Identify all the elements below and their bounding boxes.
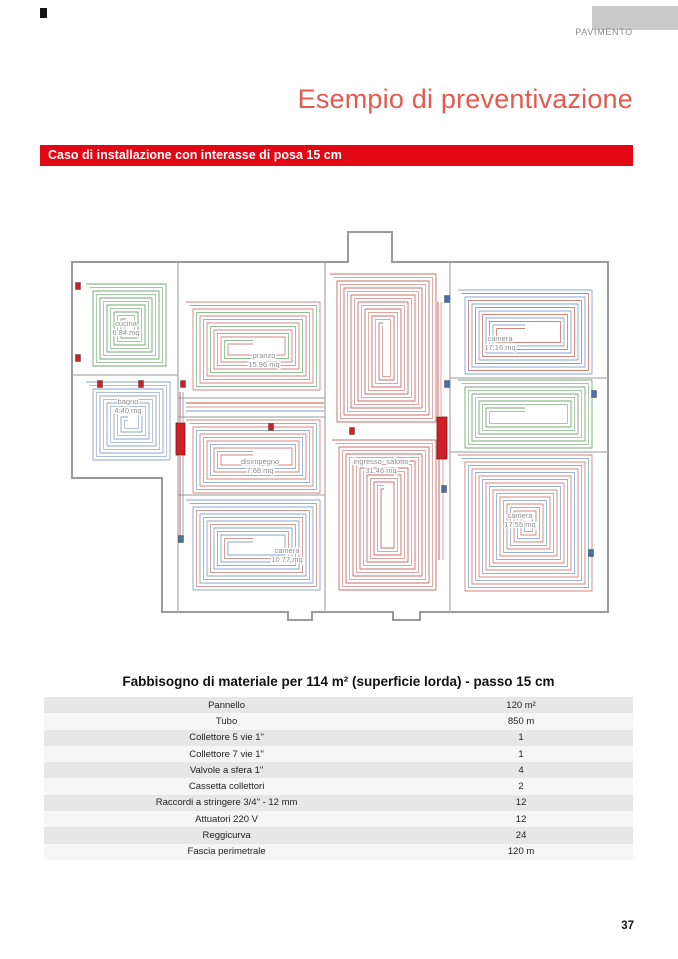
valve-icon [179, 536, 184, 543]
print-registration-mark [40, 8, 47, 18]
valve-icon [442, 486, 447, 493]
material-label: Collettore 7 vie 1" [189, 748, 264, 760]
manifold-collector [176, 423, 185, 455]
material-label: Cassetta collettori [188, 781, 265, 793]
material-value: 2 [518, 781, 524, 793]
valve-icon [592, 391, 597, 398]
material-value: 24 [515, 830, 527, 842]
valve-icon [98, 381, 103, 388]
valve-icon [445, 296, 450, 303]
room-label: camera 10.77 mq [271, 546, 303, 564]
manifold-collector [437, 417, 447, 459]
room-label: disimpegno 7.68 mq [240, 457, 280, 475]
material-value: 120 m² [506, 699, 536, 711]
section-label: PAVIMENTO [575, 27, 633, 37]
material-value: 1 [518, 748, 524, 760]
table-row [44, 778, 633, 794]
valve-icon [139, 381, 144, 388]
material-value: 12 [515, 797, 527, 809]
material-value: 1 [518, 732, 524, 744]
room-label: camera 17.16 mq [484, 334, 516, 352]
table-row [44, 811, 633, 827]
case-banner-text: Caso di installazione con interasse di posa 15 cm [48, 148, 342, 162]
valve-icon [76, 283, 81, 290]
material-label: Raccordi a stringere 3/4" - 12 mm [155, 797, 298, 809]
table-row [44, 730, 633, 746]
table-row [44, 844, 633, 860]
valve-icon [350, 428, 355, 435]
valve-icon [181, 381, 186, 388]
page-title: Esempio di preventivazione [297, 84, 633, 114]
valve-icon [445, 381, 450, 388]
material-value: 12 [515, 813, 527, 825]
table-row [44, 795, 633, 811]
material-value: 850 m [507, 715, 535, 727]
room-label: camera 17.55 mq [504, 511, 536, 529]
material-value: 4 [518, 764, 524, 776]
table-row [44, 827, 633, 843]
table-row [44, 697, 633, 713]
material-label: Valvole a sfera 1" [189, 764, 264, 776]
page-number: 37 [621, 920, 634, 932]
valve-icon [589, 550, 594, 557]
material-label: Tubo [215, 715, 238, 727]
valve-icon [76, 355, 81, 362]
materials-table-title: Fabbisogno di materiale per 114 m² (superficie lorda) - passo 15 cm [122, 674, 555, 689]
material-value: 120 m [507, 846, 535, 858]
room-label: ingresso- salotto 31.46 mq [353, 457, 409, 475]
table-row [44, 713, 633, 729]
material-label: Attuatori 220 V [195, 813, 259, 825]
material-label: Pannello [208, 699, 246, 711]
case-banner [40, 145, 633, 166]
room-label: cucina 6.84 mq [112, 319, 140, 337]
material-label: Fascia perimetrale [187, 846, 266, 858]
room-label: bagno 4.40 mq [114, 397, 142, 415]
room-label: pranzo 15.96 mq [248, 351, 280, 369]
floorplan-svg [60, 225, 620, 625]
table-row [44, 762, 633, 778]
table-row [44, 746, 633, 762]
valve-icon [269, 424, 274, 431]
material-label: Collettore 5 vie 1" [189, 732, 264, 744]
material-label: Reggicurva [202, 830, 251, 842]
materials-table [44, 697, 633, 860]
